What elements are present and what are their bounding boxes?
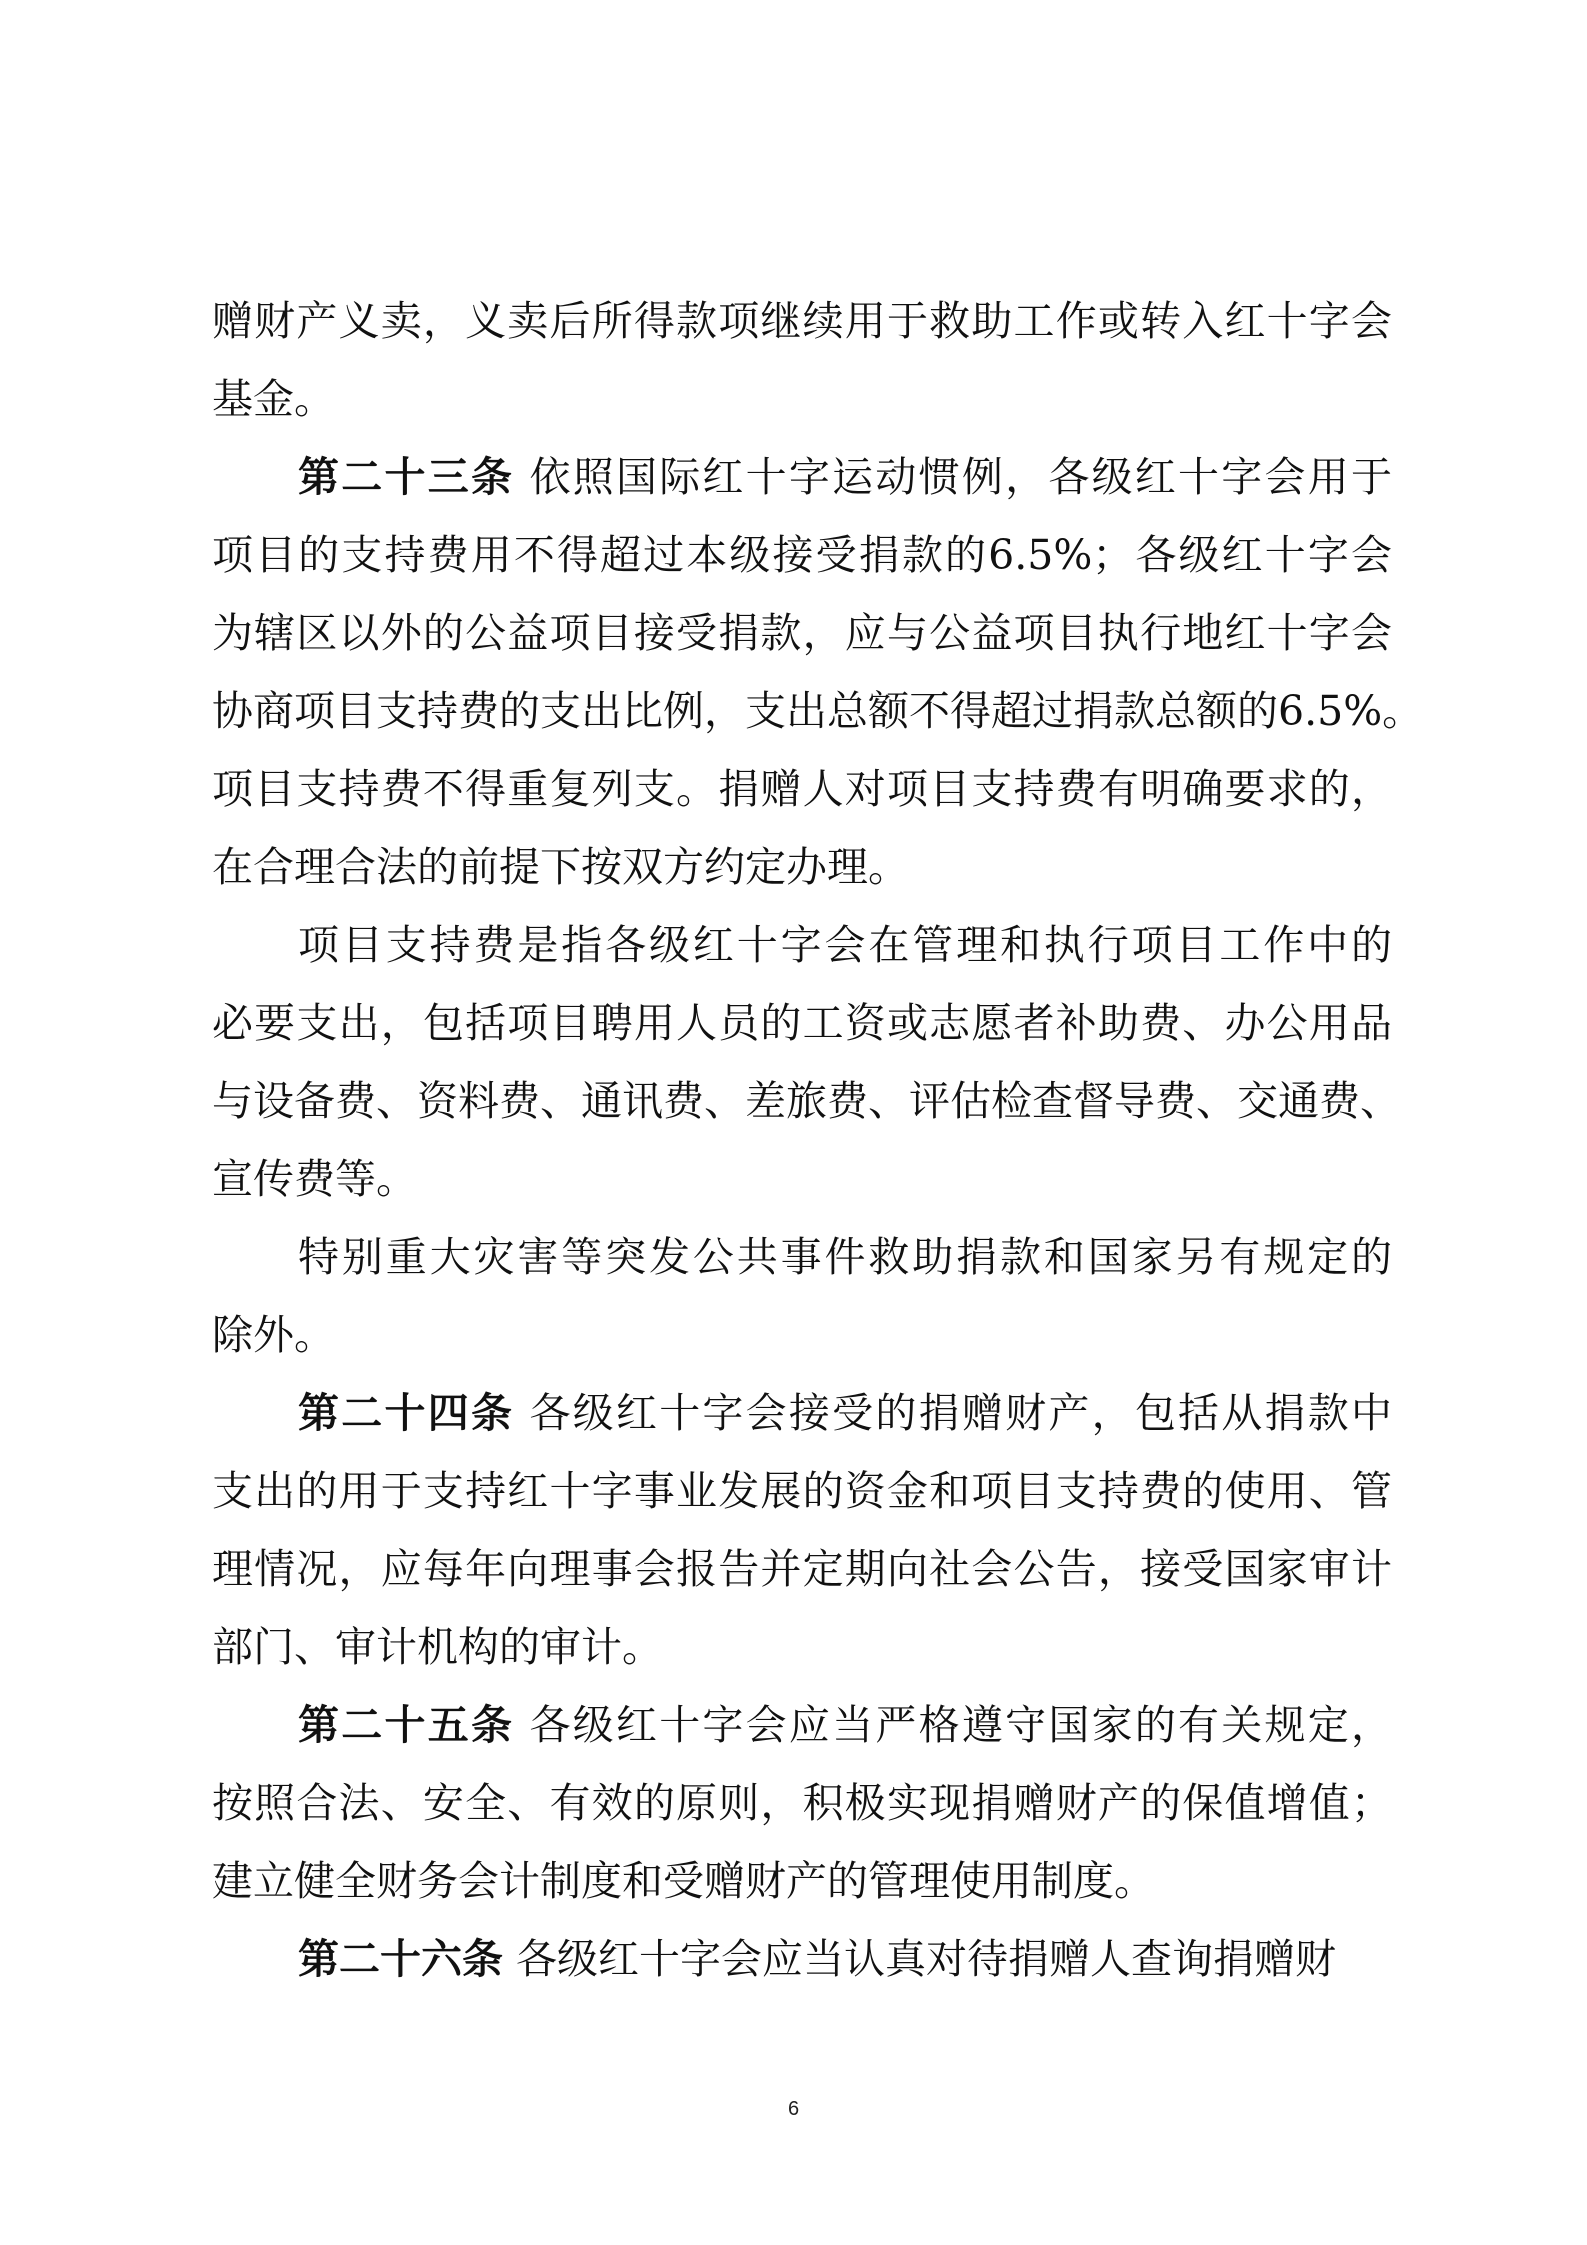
text-line — [212, 360, 1392, 438]
text-line — [212, 1764, 1392, 1842]
text-line — [212, 1296, 1392, 1374]
page-number: 6 — [787, 2098, 800, 2120]
line-text: 宣传费等。 — [212, 1155, 417, 1203]
document-body — [212, 282, 1424, 1998]
paragraph-p3 — [212, 906, 1401, 1218]
line-text: 各级红十字会应当严格遵守国家的有关规定， — [514, 1701, 1393, 1749]
text-line — [212, 1452, 1392, 1530]
text-line — [212, 282, 1392, 360]
article-number: 第二十五条 — [298, 1701, 515, 1749]
line-text: 各级红十字会接受的捐赠财产，包括从捐款中 — [514, 1389, 1393, 1437]
article-number: 第二十三条 — [298, 453, 515, 501]
text-line — [212, 516, 1392, 594]
text-line — [212, 438, 1392, 516]
line-text: 理情况，应每年向理事会报告并定期向社会公告，接受国家审计 — [212, 1545, 1392, 1593]
text-line — [212, 594, 1392, 672]
text-line — [212, 1062, 1401, 1140]
text-line — [212, 1530, 1392, 1608]
line-text: 必要支出，包括项目聘用人员的工资或志愿者补助费、办公用品 — [212, 999, 1392, 1047]
line-text: 建立健全财务会计制度和受赠财产的管理使用制度。 — [212, 1857, 1155, 1905]
text-line — [212, 1374, 1392, 1452]
text-line — [212, 906, 1392, 984]
text-line — [212, 1218, 1392, 1296]
line-text: 部门、审计机构的审计。 — [212, 1623, 663, 1671]
line-text: 依照国际红十字运动惯例，各级红十字会用于 — [514, 453, 1393, 501]
text-line — [212, 1920, 1392, 1998]
text-line — [212, 1608, 1392, 1686]
paragraph-p7 — [212, 1920, 1392, 1998]
line-text: 项目支持费不得重复列支。捐赠人对项目支持费有明确要求的， — [212, 765, 1392, 813]
line-text: 基金。 — [212, 375, 335, 423]
paragraph-p5 — [212, 1374, 1392, 1686]
text-line — [212, 750, 1392, 828]
line-text: 除外。 — [212, 1311, 335, 1359]
line-text: 特别重大灾害等突发公共事件救助捐款和国家另有规定的 — [298, 1233, 1392, 1281]
paragraph-p6 — [212, 1686, 1392, 1920]
line-text: 赠财产义卖，义卖后所得款项继续用于救助工作或转入红十字会 — [212, 297, 1392, 345]
text-line — [212, 1686, 1392, 1764]
line-text: 协商项目支持费的支出比例，支出总额不得超过捐款总额的6.5%。 — [212, 687, 1424, 735]
text-line — [212, 984, 1392, 1062]
line-text: 支出的用于支持红十字事业发展的资金和项目支持费的使用、管 — [212, 1467, 1392, 1515]
line-text: 在合理合法的前提下按双方约定办理。 — [212, 843, 909, 891]
text-line — [212, 672, 1424, 750]
line-text: 为辖区以外的公益项目接受捐款，应与公益项目执行地红十字会 — [212, 609, 1392, 657]
text-line — [212, 1842, 1392, 1920]
line-text: 项目的支持费用不得超过本级接受捐款的6.5%；各级红十字会 — [212, 531, 1392, 579]
line-text: 与设备费、资料费、通讯费、差旅费、评估检查督导费、交通费、 — [212, 1077, 1401, 1125]
article-number: 第二十四条 — [298, 1389, 515, 1437]
paragraph-p1 — [212, 282, 1392, 438]
text-line — [212, 828, 1392, 906]
line-text: 按照合法、安全、有效的原则，积极实现捐赠财产的保值增值； — [212, 1779, 1392, 1827]
paragraph-p4 — [212, 1218, 1392, 1374]
line-text: 项目支持费是指各级红十字会在管理和执行项目工作中的 — [298, 921, 1392, 969]
line-text: 各级红十字会应当认真对待捐赠人查询捐赠财 — [503, 1935, 1337, 1983]
text-line — [212, 1140, 1392, 1218]
article-number: 第二十六条 — [298, 1935, 503, 1983]
paragraph-p2 — [212, 438, 1424, 906]
